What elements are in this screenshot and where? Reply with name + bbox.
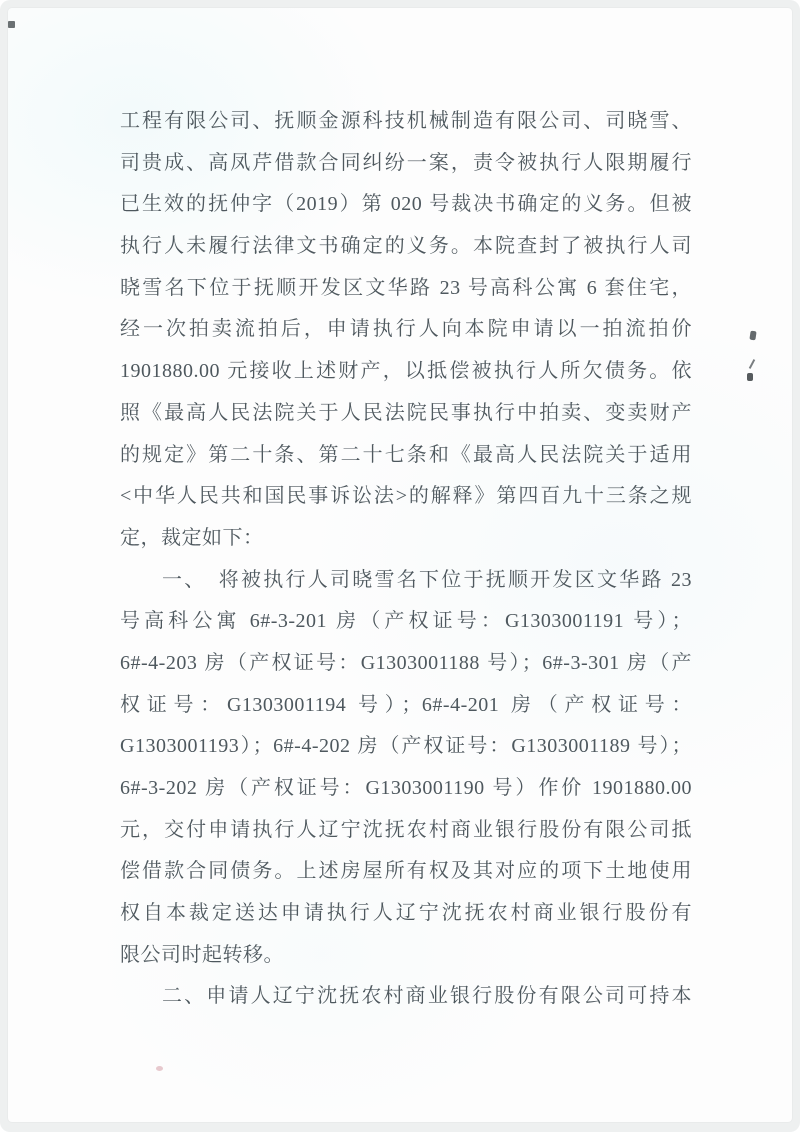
text-line-item-one: 一、 将被执行人司晓雪名下位于抚顺开发区文华路 23 <box>162 568 692 591</box>
text-line: 执行人未履行法律文书确定的义务。本院查封了被执行人司 <box>120 235 692 258</box>
ink-speck-right-lower <box>744 358 758 386</box>
text-line: 晓雪名下位于抚顺开发区文华路 23 号高科公寓 6 套住宅， <box>120 276 692 299</box>
text-line: 经一次拍卖流拍后，申请执行人向本院申请以一拍流拍价 <box>120 318 692 341</box>
text-line: 权证号：G1303001194 号）；6#-4-201 房（产权证号： <box>120 693 692 716</box>
text-line: 定，裁定如下： <box>120 526 264 549</box>
text-line: 偿借款合同债务。上述房屋所有权及其对应的项下土地使用 <box>120 860 692 883</box>
text-line: 工程有限公司、抚顺金源科技机械制造有限公司、司晓雪、 <box>120 110 692 132</box>
text-line: 司贵成、高凤芹借款合同纠纷一案，责令被执行人限期履行 <box>120 151 692 174</box>
text-line: 照《最高人民法院关于人民法院民事执行中拍卖、变卖财产 <box>120 401 692 424</box>
text-line: 1901880.00 元接收上述财产，以抵偿被执行人所欠债务。依 <box>120 360 692 383</box>
ink-speck-left-edge <box>8 21 15 28</box>
text-line-item-two: 二、申请人辽宁沈抚农村商业银行股份有限公司可持本 <box>162 985 692 1008</box>
text-line: 6#-4-203 房（产权证号：G1303001188 号）；6#-3-301 房（产 <box>120 651 692 674</box>
text-line: 元，交付申请执行人辽宁沈抚农村商业银行股份有限公司抵 <box>120 818 692 841</box>
scanned-document-page <box>8 8 792 1122</box>
text-line: <中华人民共和国民事诉讼法>的解释》第四百九十三条之规 <box>120 485 692 508</box>
text-line: 6#-3-202 房（产权证号：G1303001190 号）作价 1901880.00 <box>120 777 692 799</box>
text-line: 权自本裁定送达申请执行人辽宁沈抚农村商业银行股份有 <box>120 902 692 925</box>
ink-speck-right-upper <box>749 331 756 341</box>
text-line: 号高科公寓 6#-3-201 房（产权证号：G1303001191 号）； <box>120 610 692 633</box>
text-line: 限公司时起转移。 <box>120 943 284 966</box>
ruling-text-block <box>120 101 692 1018</box>
text-line: 已生效的抚仲字（2019）第 020 号裁决书确定的义务。但被 <box>120 193 692 216</box>
text-line: 的规定》第二十条、第二十七条和《最高人民法院关于适用 <box>120 443 692 466</box>
text-line: G1303001193）；6#-4-202 房（产权证号：G1303001189 号）； <box>120 735 692 758</box>
scan-artifact-pink-dot <box>156 1066 163 1071</box>
